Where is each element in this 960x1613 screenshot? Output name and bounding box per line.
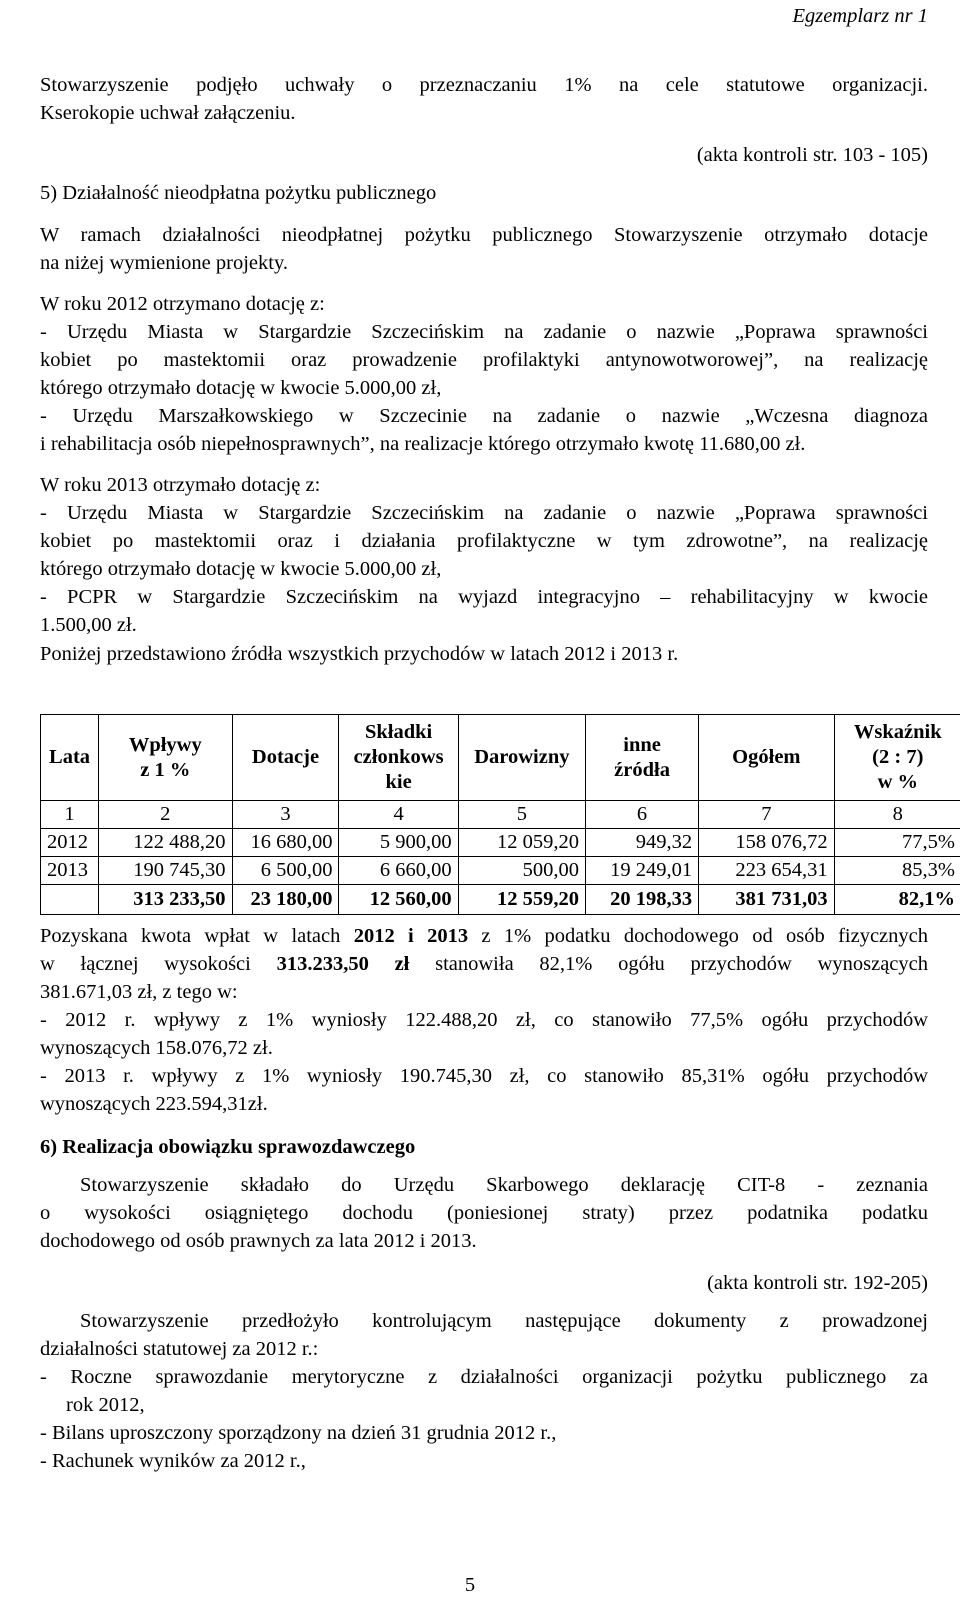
text-line: którego otrzymało dotację w kwocie 5.000,00 zł, bbox=[40, 377, 442, 399]
table-cell: 85,3% bbox=[834, 857, 960, 885]
col-header-wskaznik: Wskaźnik (2 : 7) w % bbox=[834, 715, 960, 801]
copy-label: Egzemplarz nr 1 bbox=[792, 5, 928, 27]
table-cell: 19 249,01 bbox=[586, 857, 699, 885]
col-header-ogolem: Ogółem bbox=[699, 715, 835, 801]
table-cell: 12 059,20 bbox=[458, 829, 585, 857]
table-cell: 12 560,00 bbox=[339, 885, 458, 915]
text-line: działalności statutowej za 2012 r.: bbox=[40, 1338, 319, 1360]
table-cell: 5 bbox=[458, 801, 585, 829]
table-cell: 2012 bbox=[41, 829, 99, 857]
table-cell: 1 bbox=[41, 801, 99, 829]
table-cell: 2013 bbox=[41, 857, 99, 885]
income-sources-table bbox=[40, 714, 960, 915]
table-cell: 7 bbox=[699, 801, 835, 829]
table-cell: 6 bbox=[586, 801, 699, 829]
text-line: Kserokopie uchwał załączeniu. bbox=[40, 102, 296, 124]
text-line: którego otrzymało dotację w kwocie 5.000,00 zł, bbox=[40, 558, 442, 580]
table-cell: 381 731,03 bbox=[699, 885, 835, 915]
text-line: Poniżej przedstawiono źródła wszystkich przychodów w latach 2012 i 2013 r. bbox=[40, 643, 679, 665]
table-cell: 5 900,00 bbox=[339, 829, 458, 857]
text-line: wynoszących 223.594,31zł. bbox=[40, 1093, 268, 1115]
table-cell: 16 680,00 bbox=[232, 829, 339, 857]
col-header-inne-zrodla: inne źródła bbox=[586, 715, 699, 801]
col-header-skladki: Składki członkows kie bbox=[339, 715, 458, 801]
table-cell: 313 233,50 bbox=[99, 885, 232, 915]
text-line: rok 2012, bbox=[66, 1394, 145, 1416]
text-line: w łącznej wysokości 313.233,50 zł stanowiła 82,1% ogółu przychodów wynoszących bbox=[40, 953, 928, 975]
text-line: na niżej wymienione projekty. bbox=[40, 252, 289, 274]
table-cell: 6 500,00 bbox=[232, 857, 339, 885]
table-cell: 82,1% bbox=[834, 885, 960, 915]
table-total-row bbox=[41, 885, 960, 915]
text-line: kobiet po mastektomii oraz i działania profilaktyczne w tym zdrowotne”, na realizację bbox=[40, 530, 928, 552]
page-number: 5 bbox=[464, 1574, 476, 1596]
text-line: 381.671,03 zł, z tego w: bbox=[40, 981, 238, 1003]
section-heading: 5) Działalność nieodpłatna pożytku publicznego bbox=[40, 182, 437, 204]
text-line: W ramach działalności nieodpłatnej pożytku publicznego Stowarzyszenie otrzymało dotacje bbox=[40, 224, 928, 246]
text-line: Stowarzyszenie przedłożyło kontrolującym następujące dokumenty z prowadzonej bbox=[80, 1310, 928, 1332]
reference-note: (akta kontroli str. 103 - 105) bbox=[696, 144, 928, 166]
table-cell: 3 bbox=[232, 801, 339, 829]
table-row bbox=[41, 857, 960, 885]
col-header-wplywy: Wpływy z 1 % bbox=[99, 715, 232, 801]
text-line: W roku 2013 otrzymało dotację z: bbox=[40, 474, 321, 496]
text-line: - 2012 r. wpływy z 1% wyniosły 122.488,20 zł, co stanowiło 77,5% ogółu przychodów bbox=[40, 1009, 928, 1031]
col-header-dotacje: Dotacje bbox=[232, 715, 339, 801]
text-line: kobiet po mastektomii oraz prowadzenie profilaktyki antynowotworowej”, na realizację bbox=[40, 349, 928, 371]
table-row bbox=[41, 829, 960, 857]
text-line: i rehabilitacja osób niepełnosprawnych”, na realizacje którego otrzymało kwotę 11.680,00 zł. bbox=[40, 433, 806, 455]
reference-note: (akta kontroli str. 192-205) bbox=[707, 1272, 928, 1294]
numbering-row bbox=[41, 801, 960, 829]
text-line: Stowarzyszenie składało do Urzędu Skarbowego deklarację CIT-8 - zeznania bbox=[80, 1174, 928, 1196]
table-cell: 190 745,30 bbox=[99, 857, 232, 885]
table-cell: 6 660,00 bbox=[339, 857, 458, 885]
table-cell: 158 076,72 bbox=[699, 829, 835, 857]
col-header-lata: Lata bbox=[41, 715, 99, 801]
table-cell: 500,00 bbox=[458, 857, 585, 885]
text-line: - Urzędu Miasta w Stargardzie Szczecińskim na zadanie o nazwie „Poprawa sprawności bbox=[40, 502, 928, 524]
text-line: dochodowego od osób prawnych za lata 2012 i 2013. bbox=[40, 1230, 477, 1252]
text-line: Pozyskana kwota wpłat w latach 2012 i 2013 z 1% podatku dochodowego od osób fizycznych bbox=[40, 925, 929, 947]
table-cell: 122 488,20 bbox=[99, 829, 232, 857]
text-line: - Roczne sprawozdanie merytoryczne z działalności organizacji pożytku publicznego za bbox=[40, 1366, 928, 1388]
text-line: Stowarzyszenie podjęło uchwały o przeznaczaniu 1% na cele statutowe organizacji. bbox=[40, 74, 928, 96]
table-cell: 4 bbox=[339, 801, 458, 829]
table-cell: 20 198,33 bbox=[586, 885, 699, 915]
text-line: - Bilans uproszczony sporządzony na dzień 31 grudnia 2012 r., bbox=[40, 1422, 557, 1444]
text-line: o wysokości osiągniętego dochodu (poniesionej straty) przez podatnika podatku bbox=[40, 1202, 928, 1224]
table-cell: 23 180,00 bbox=[232, 885, 339, 915]
text-line: W roku 2012 otrzymano dotację z: bbox=[40, 293, 325, 315]
text-line: - Rachunek wyników za 2012 r., bbox=[40, 1450, 306, 1472]
table-cell: 77,5% bbox=[834, 829, 960, 857]
text-line: wynoszących 158.076,72 zł. bbox=[40, 1037, 273, 1059]
text-line: 1.500,00 zł. bbox=[40, 614, 137, 636]
table-header-row bbox=[41, 715, 960, 801]
text-line: - PCPR w Stargardzie Szczecińskim na wyjazd integracyjno – rehabilitacyjny w kwocie bbox=[40, 586, 928, 608]
section-heading: 6) Realizacja obowiązku sprawozdawczego bbox=[40, 1136, 416, 1158]
table-cell bbox=[41, 885, 99, 915]
text-line: - Urzędu Miasta w Stargardzie Szczecińskim na zadanie o nazwie „Poprawa sprawności bbox=[40, 321, 928, 343]
table-cell: 8 bbox=[834, 801, 960, 829]
col-header-darowizny: Darowizny bbox=[458, 715, 585, 801]
table-cell: 223 654,31 bbox=[699, 857, 835, 885]
table-cell: 949,32 bbox=[586, 829, 699, 857]
table-cell: 12 559,20 bbox=[458, 885, 585, 915]
table-cell: 2 bbox=[99, 801, 232, 829]
text-line: - Urzędu Marszałkowskiego w Szczecinie na zadanie o nazwie „Wczesna diagnoza bbox=[40, 405, 928, 427]
text-line: - 2013 r. wpływy z 1% wyniosły 190.745,30 zł, co stanowiło 85,31% ogółu przychodów bbox=[40, 1065, 928, 1087]
